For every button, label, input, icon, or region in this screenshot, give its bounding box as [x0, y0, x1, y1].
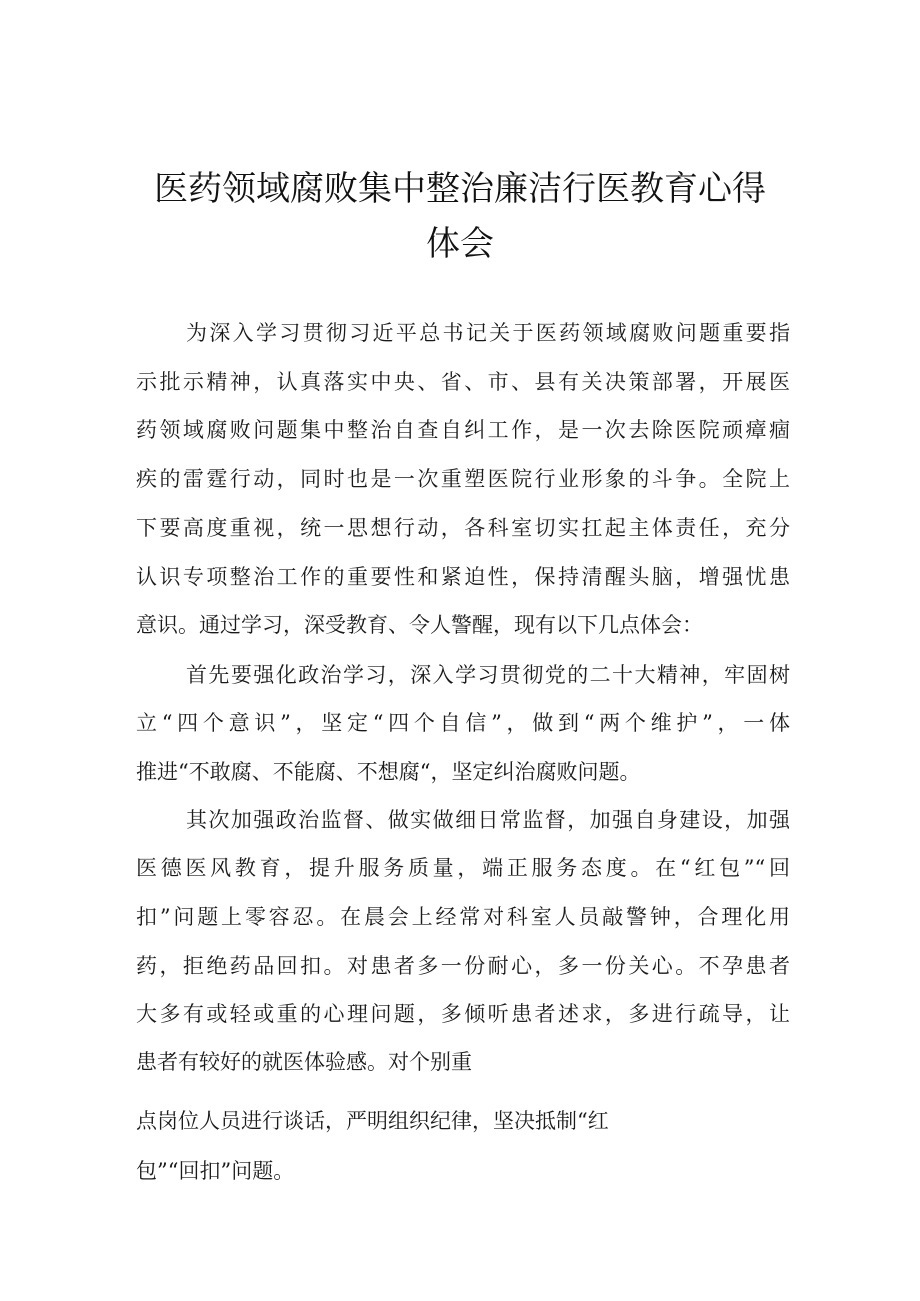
- paragraph-3-line: 医德医风教育，提升服务质量，端正服务态度。在“红包”“回: [136, 856, 790, 880]
- paragraph-3-line: 大多有或轻或重的心理问题，多倾听患者述求，多进行疏导，让: [136, 1002, 790, 1026]
- paragraph-1-line: 药领域腐败问题集中整治自查自纠工作，是一次去除医院顽瘴痼: [136, 418, 790, 442]
- fragment-line: 点岗位人员进行谈话，严明组织纪律，坚决抵制“红: [136, 1109, 609, 1133]
- paragraph-1-line: 认识专项整治工作的重要性和紧迫性，保持清醒头脑，增强忧患: [136, 565, 790, 589]
- paragraph-2-line: 推进“不敢腐、不能腐、不想腐“，坚定纠治腐败问题。: [136, 760, 641, 784]
- paragraph-3-line: 患者有较好的就医体验感。对个别重: [136, 1050, 472, 1074]
- document-title-line-1: 医药领域腐败集中整治廉洁行医教育心得: [154, 169, 766, 209]
- paragraph-1-line: 为深入学习贯彻习近平总书记关于医药领域腐败问题重要指: [186, 321, 790, 345]
- paragraph-2-line: 立“四个意识”，坚定“四个自信”，做到“两个维护”，一体: [136, 711, 790, 735]
- paragraph-1-line: 意识。通过学习，深受教育、令人警醒，现有以下几点体会：: [136, 613, 703, 637]
- paragraph-1-line: 疾的雷霆行动，同时也是一次重塑医院行业形象的斗争。全院上: [136, 467, 790, 491]
- paragraph-2-line: 首先要强化政治学习，深入学习贯彻党的二十大精神，牢固树: [186, 663, 790, 687]
- paragraph-3-line: 药，拒绝药品回扣。对患者多一份耐心，多一份关心。不孕患者: [136, 954, 790, 978]
- paragraph-3-line: 其次加强政治监督、做实做细日常监督，加强自身建设，加强: [186, 808, 790, 832]
- paragraph-3-line: 扣”问题上零容忍。在晨会上经常对科室人员敲警钟，合理化用: [136, 905, 790, 929]
- paragraph-1-line: 示批示精神，认真落实中央、省、市、县有关决策部署，开展医: [136, 370, 790, 394]
- fragment-line: 包”“回扣”问题。: [136, 1159, 295, 1183]
- document-title-line-2: 体会: [426, 224, 494, 264]
- paragraph-1-line: 下要高度重视，统一思想行动，各科室切实扛起主体责任，充分: [136, 516, 790, 540]
